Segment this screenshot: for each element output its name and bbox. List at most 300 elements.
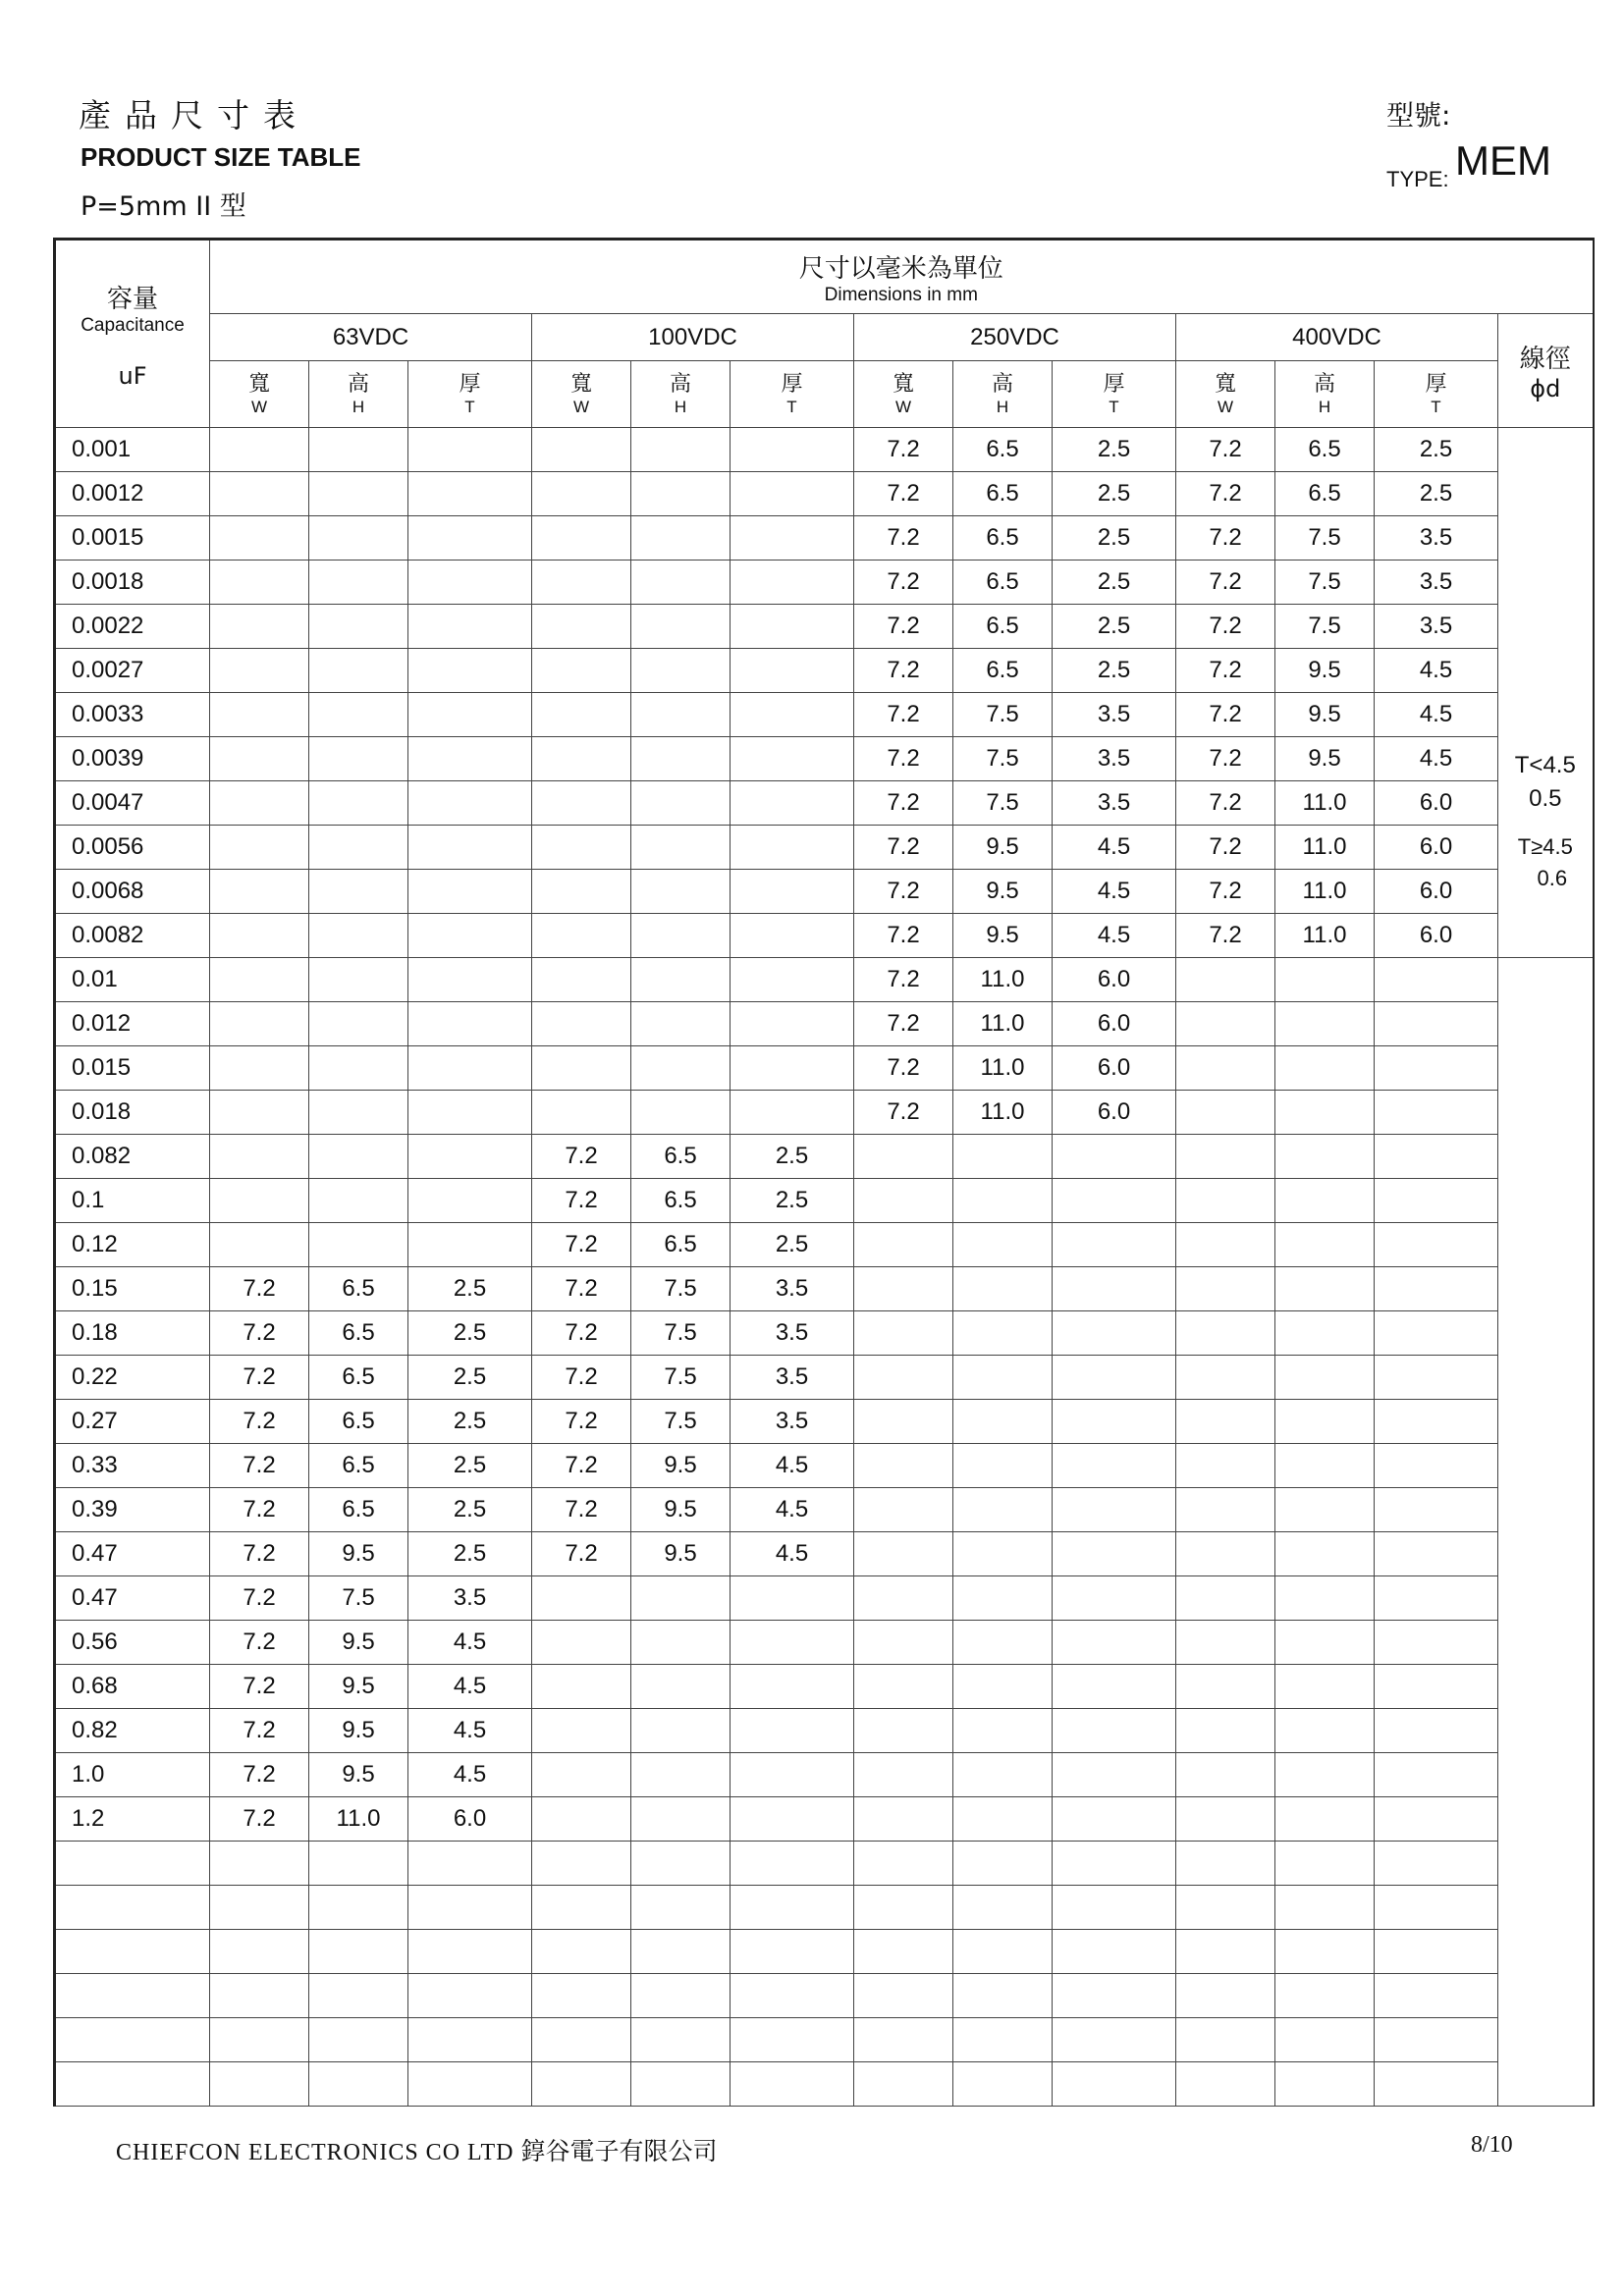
dimension-cell bbox=[731, 1930, 854, 1974]
dimension-cell bbox=[1053, 1797, 1176, 1842]
capacitance-cell: 0.0047 bbox=[55, 781, 210, 826]
dimension-cell bbox=[210, 1842, 309, 1886]
unit-header: uF bbox=[118, 361, 147, 390]
dimension-cell bbox=[532, 1046, 631, 1091]
dimension-cell bbox=[1375, 1532, 1498, 1576]
dimension-cell: 7.2 bbox=[210, 1356, 309, 1400]
dimension-cell: 7.2 bbox=[854, 649, 953, 693]
dimension-cell: 11.0 bbox=[1275, 914, 1375, 958]
dimension-cell: 4.5 bbox=[731, 1532, 854, 1576]
dimension-subheader bbox=[532, 361, 631, 428]
table-row bbox=[55, 1400, 1594, 1444]
dimension-cell: 7.2 bbox=[854, 428, 953, 472]
dimension-cell bbox=[1176, 1223, 1275, 1267]
dimension-cell bbox=[1275, 1400, 1375, 1444]
table-row bbox=[55, 2062, 1594, 2107]
dimension-cell bbox=[408, 1002, 532, 1046]
dimension-cell bbox=[1275, 958, 1375, 1002]
dimension-cell bbox=[1176, 1046, 1275, 1091]
dimension-subheader-cn: 寬 bbox=[1214, 371, 1236, 397]
dimension-cell: 6.5 bbox=[309, 1400, 408, 1444]
dimension-cell bbox=[1176, 1400, 1275, 1444]
capacitance-cell: 0.0018 bbox=[55, 561, 210, 605]
dimension-cell bbox=[631, 1621, 731, 1665]
footer-company bbox=[116, 2132, 717, 2167]
dimension-cell bbox=[210, 428, 309, 472]
dimension-cell bbox=[1176, 1356, 1275, 1400]
table-row bbox=[55, 516, 1594, 561]
dimension-cell bbox=[631, 472, 731, 516]
dimension-cell: 3.5 bbox=[731, 1267, 854, 1311]
dimension-cell: 2.5 bbox=[1375, 472, 1498, 516]
dimension-cell: 7.2 bbox=[854, 561, 953, 605]
dimension-cell bbox=[1275, 1267, 1375, 1311]
dimension-cell bbox=[532, 428, 631, 472]
capacitance-cell bbox=[55, 1930, 210, 1974]
dimension-cell bbox=[731, 1974, 854, 2018]
dimension-cell bbox=[1053, 1576, 1176, 1621]
dimension-cell bbox=[631, 1046, 731, 1091]
footer-company-en: CHIEFCON ELECTRONICS CO LTD bbox=[116, 2140, 514, 2165]
capacitance-cell: 0.0056 bbox=[55, 826, 210, 870]
dimension-cell bbox=[731, 428, 854, 472]
dimension-subheader-en: H bbox=[352, 397, 365, 416]
dimension-cell bbox=[854, 1311, 953, 1356]
dimension-cell bbox=[210, 1091, 309, 1135]
dimension-cell bbox=[1375, 1046, 1498, 1091]
dimension-cell bbox=[1275, 1665, 1375, 1709]
dimension-cell bbox=[532, 914, 631, 958]
dimension-cell bbox=[1275, 1223, 1375, 1267]
table-row bbox=[55, 1621, 1594, 1665]
dimension-cell bbox=[1375, 1621, 1498, 1665]
dimension-cell: 6.5 bbox=[953, 516, 1053, 561]
dimension-cell bbox=[1275, 1532, 1375, 1576]
capacitance-cell: 0.12 bbox=[55, 1223, 210, 1267]
dimension-cell: 7.2 bbox=[854, 516, 953, 561]
dimension-cell: 7.5 bbox=[1275, 561, 1375, 605]
dimension-cell: 7.5 bbox=[1275, 605, 1375, 649]
dimension-cell: 7.5 bbox=[953, 781, 1053, 826]
dimension-cell: 4.5 bbox=[1375, 693, 1498, 737]
dimension-cell bbox=[1375, 1576, 1498, 1621]
table-row bbox=[55, 693, 1594, 737]
dimension-cell bbox=[631, 693, 731, 737]
dimension-cell: 4.5 bbox=[1375, 649, 1498, 693]
dimension-cell bbox=[1053, 2062, 1176, 2107]
dimension-cell bbox=[953, 1842, 1053, 1886]
capacitance-cell: 0.0012 bbox=[55, 472, 210, 516]
dimension-cell bbox=[1275, 1930, 1375, 1974]
dimension-cell: 7.2 bbox=[210, 1311, 309, 1356]
dimension-cell: 7.2 bbox=[854, 605, 953, 649]
dimension-cell bbox=[210, 2062, 309, 2107]
dimension-cell: 4.5 bbox=[408, 1753, 532, 1797]
dimension-cell: 7.2 bbox=[1176, 428, 1275, 472]
dimension-cell bbox=[631, 2018, 731, 2062]
dimension-subheader-en: H bbox=[1318, 397, 1331, 416]
wire-diameter-note-line: 0.6 bbox=[1537, 866, 1568, 890]
capacitance-cell: 0.39 bbox=[55, 1488, 210, 1532]
dimension-cell: 7.2 bbox=[210, 1532, 309, 1576]
dimension-cell bbox=[532, 1002, 631, 1046]
dimension-cell bbox=[854, 2062, 953, 2107]
dimension-cell bbox=[532, 1665, 631, 1709]
dimension-cell bbox=[731, 1886, 854, 1930]
dimension-cell bbox=[210, 781, 309, 826]
dimension-cell: 7.2 bbox=[532, 1311, 631, 1356]
dimension-cell: 7.5 bbox=[631, 1267, 731, 1311]
dimension-cell: 7.2 bbox=[532, 1532, 631, 1576]
dimension-cell bbox=[631, 649, 731, 693]
dimension-cell bbox=[631, 1002, 731, 1046]
dimension-cell bbox=[532, 561, 631, 605]
dimension-cell bbox=[731, 781, 854, 826]
dimension-cell: 7.2 bbox=[532, 1223, 631, 1267]
dimension-cell: 2.5 bbox=[408, 1444, 532, 1488]
dimension-cell bbox=[1375, 1400, 1498, 1444]
dimension-cell: 9.5 bbox=[631, 1488, 731, 1532]
dimension-cell bbox=[731, 1753, 854, 1797]
voltage-header-100: 100VDC bbox=[532, 314, 854, 361]
dimension-cell: 7.5 bbox=[953, 737, 1053, 781]
capacitance-cell: 0.15 bbox=[55, 1267, 210, 1311]
dimension-subheader-cn: 寬 bbox=[892, 371, 914, 397]
dimension-cell bbox=[953, 1753, 1053, 1797]
dimension-cell: 9.5 bbox=[631, 1532, 731, 1576]
capacitance-cell: 0.18 bbox=[55, 1311, 210, 1356]
capacitance-cell: 0.018 bbox=[55, 1091, 210, 1135]
dimension-subheader-en: T bbox=[786, 397, 797, 416]
dimension-cell: 2.5 bbox=[408, 1267, 532, 1311]
dimension-cell: 6.0 bbox=[1375, 870, 1498, 914]
capacitance-cell: 0.33 bbox=[55, 1444, 210, 1488]
dimension-subheader-cn: 高 bbox=[347, 371, 369, 397]
dimension-cell: 4.5 bbox=[408, 1665, 532, 1709]
dimension-cell bbox=[1176, 1002, 1275, 1046]
dimension-cell bbox=[1375, 2018, 1498, 2062]
dimension-cell: 2.5 bbox=[1053, 561, 1176, 605]
dimension-cell bbox=[309, 605, 408, 649]
dimension-cell bbox=[1176, 1886, 1275, 1930]
model-label: 型號: bbox=[1386, 99, 1451, 132]
dimension-cell bbox=[1176, 1135, 1275, 1179]
dimension-cell bbox=[408, 1223, 532, 1267]
dimension-cell bbox=[309, 1930, 408, 1974]
dimension-cell: 4.5 bbox=[1053, 870, 1176, 914]
dimension-cell bbox=[210, 1974, 309, 2018]
dimension-cell bbox=[953, 1223, 1053, 1267]
dimension-cell: 2.5 bbox=[408, 1532, 532, 1576]
dimension-subheader bbox=[631, 361, 731, 428]
dimension-cell bbox=[1176, 1709, 1275, 1753]
capacitance-cell: 0.1 bbox=[55, 1179, 210, 1223]
table-row bbox=[55, 2018, 1594, 2062]
dimension-cell bbox=[731, 914, 854, 958]
dimension-cell bbox=[1275, 1842, 1375, 1886]
dimension-cell bbox=[210, 561, 309, 605]
dimension-subheader bbox=[953, 361, 1053, 428]
dimension-cell bbox=[1375, 1886, 1498, 1930]
dimension-subheader-en: T bbox=[464, 397, 475, 416]
dimension-cell: 7.2 bbox=[210, 1665, 309, 1709]
dimension-cell bbox=[309, 1886, 408, 1930]
dimension-cell: 7.2 bbox=[532, 1356, 631, 1400]
dimension-cell bbox=[408, 958, 532, 1002]
table-row bbox=[55, 1267, 1594, 1311]
dimension-subheader bbox=[309, 361, 408, 428]
dimension-cell: 9.5 bbox=[1275, 693, 1375, 737]
dimension-cell: 9.5 bbox=[953, 826, 1053, 870]
dimension-subheader-en: W bbox=[572, 397, 590, 416]
dimension-cell: 6.5 bbox=[309, 1311, 408, 1356]
dimension-cell bbox=[1176, 1930, 1275, 1974]
dimension-cell bbox=[1275, 1621, 1375, 1665]
page-title-cn: 產品尺寸表 bbox=[79, 96, 309, 134]
pitch-subtitle: P=5mm II 型 bbox=[81, 191, 246, 222]
dimension-cell: 3.5 bbox=[731, 1311, 854, 1356]
dimension-cell bbox=[1053, 1532, 1176, 1576]
dimension-cell bbox=[1275, 1091, 1375, 1135]
dimension-cell: 7.5 bbox=[631, 1400, 731, 1444]
dimension-cell bbox=[1176, 1488, 1275, 1532]
dimension-cell bbox=[1053, 2018, 1176, 2062]
dimension-cell: 4.5 bbox=[1053, 914, 1176, 958]
dimension-cell bbox=[1176, 1842, 1275, 1886]
dimension-cell: 7.2 bbox=[1176, 914, 1275, 958]
dimension-cell bbox=[731, 737, 854, 781]
dimension-cell bbox=[731, 516, 854, 561]
dimension-cell bbox=[532, 781, 631, 826]
dimension-cell bbox=[1053, 1444, 1176, 1488]
table-row bbox=[55, 737, 1594, 781]
dimension-cell bbox=[408, 428, 532, 472]
dimension-cell bbox=[631, 561, 731, 605]
table-row bbox=[55, 1356, 1594, 1400]
dimension-subheader bbox=[1375, 361, 1498, 428]
dimension-cell bbox=[532, 1930, 631, 1974]
dimension-cell: 11.0 bbox=[953, 1046, 1053, 1091]
dimension-cell bbox=[953, 1400, 1053, 1444]
dimension-cell: 6.0 bbox=[1053, 1002, 1176, 1046]
dimension-cell bbox=[953, 1311, 1053, 1356]
dimension-cell bbox=[854, 1930, 953, 1974]
dimension-cell bbox=[1375, 1356, 1498, 1400]
dimension-cell bbox=[1375, 1179, 1498, 1223]
dimension-cell bbox=[1275, 1179, 1375, 1223]
capacitance-cell bbox=[55, 1842, 210, 1886]
dimension-cell bbox=[731, 1002, 854, 1046]
dimension-cell bbox=[953, 1886, 1053, 1930]
dimension-cell bbox=[631, 1576, 731, 1621]
capacitance-cell: 0.012 bbox=[55, 1002, 210, 1046]
dimension-cell bbox=[408, 737, 532, 781]
dimension-cell bbox=[408, 1886, 532, 1930]
dimension-cell: 6.5 bbox=[309, 1444, 408, 1488]
dimension-cell bbox=[408, 781, 532, 826]
capacitance-cell: 0.01 bbox=[55, 958, 210, 1002]
dimension-cell bbox=[953, 1135, 1053, 1179]
dimension-cell: 6.0 bbox=[1375, 826, 1498, 870]
dimension-cell: 9.5 bbox=[1275, 737, 1375, 781]
dimension-cell: 7.2 bbox=[1176, 472, 1275, 516]
dimension-cell bbox=[408, 516, 532, 561]
dimension-cell bbox=[631, 958, 731, 1002]
dimension-subheader-en: W bbox=[1217, 397, 1234, 416]
dimension-cell bbox=[1053, 1886, 1176, 1930]
dimension-subheader-en: T bbox=[1431, 397, 1441, 416]
dimension-cell bbox=[532, 958, 631, 1002]
dimension-cell: 7.2 bbox=[532, 1267, 631, 1311]
dimension-cell: 2.5 bbox=[408, 1356, 532, 1400]
dimension-cell bbox=[1375, 1311, 1498, 1356]
dimension-cell: 6.5 bbox=[631, 1179, 731, 1223]
dimension-cell bbox=[631, 428, 731, 472]
dimension-cell bbox=[532, 1886, 631, 1930]
capacitance-cell: 1.0 bbox=[55, 1753, 210, 1797]
dimension-cell bbox=[854, 1356, 953, 1400]
dimension-cell bbox=[1176, 1974, 1275, 2018]
dimension-cell bbox=[1275, 1311, 1375, 1356]
table-row bbox=[55, 1488, 1594, 1532]
dimension-cell: 2.5 bbox=[408, 1488, 532, 1532]
dimension-cell bbox=[1176, 1532, 1275, 1576]
dimension-cell: 9.5 bbox=[1275, 649, 1375, 693]
dimension-cell bbox=[532, 472, 631, 516]
table-row bbox=[55, 1532, 1594, 1576]
dimension-cell: 7.5 bbox=[631, 1356, 731, 1400]
table-row bbox=[55, 1842, 1594, 1886]
capacitance-cell: 0.47 bbox=[55, 1532, 210, 1576]
dimension-cell bbox=[1176, 1267, 1275, 1311]
wire-diameter-header-cn: 線徑 bbox=[1519, 345, 1571, 374]
table-row bbox=[55, 1974, 1594, 2018]
dimension-cell: 7.2 bbox=[1176, 737, 1275, 781]
dimension-cell bbox=[953, 2018, 1053, 2062]
dimension-cell bbox=[1176, 1444, 1275, 1488]
dimension-cell bbox=[1375, 2062, 1498, 2107]
dimension-cell: 2.5 bbox=[408, 1311, 532, 1356]
dimension-cell bbox=[1176, 1797, 1275, 1842]
table-row bbox=[55, 1576, 1594, 1621]
table-row bbox=[55, 1135, 1594, 1179]
dimension-cell bbox=[1275, 1046, 1375, 1091]
dimension-cell bbox=[953, 1974, 1053, 2018]
dimension-cell bbox=[532, 1842, 631, 1886]
dimension-cell bbox=[731, 826, 854, 870]
dimension-cell bbox=[631, 516, 731, 561]
capacitance-cell: 0.82 bbox=[55, 1709, 210, 1753]
dimension-cell bbox=[1176, 1621, 1275, 1665]
dimension-cell bbox=[1053, 1621, 1176, 1665]
dimension-cell bbox=[408, 1091, 532, 1135]
dimension-cell: 7.2 bbox=[1176, 649, 1275, 693]
dimension-subheader-cn: 厚 bbox=[459, 371, 481, 397]
dimension-subheader-cn: 高 bbox=[1313, 371, 1335, 397]
dimension-cell bbox=[210, 737, 309, 781]
dimension-cell bbox=[309, 516, 408, 561]
dimension-cell: 7.2 bbox=[532, 1488, 631, 1532]
dimension-cell bbox=[532, 870, 631, 914]
dimension-cell: 7.2 bbox=[854, 1046, 953, 1091]
dimension-cell bbox=[731, 1046, 854, 1091]
dimension-cell bbox=[1275, 1753, 1375, 1797]
dimension-cell bbox=[1375, 1091, 1498, 1135]
dimension-cell: 4.5 bbox=[1375, 737, 1498, 781]
dimension-cell bbox=[631, 1930, 731, 1974]
dimension-cell bbox=[408, 561, 532, 605]
dimension-cell: 9.5 bbox=[309, 1621, 408, 1665]
dimension-cell bbox=[408, 693, 532, 737]
dimension-cell bbox=[1053, 1223, 1176, 1267]
dimension-cell bbox=[854, 1753, 953, 1797]
dimension-cell bbox=[210, 826, 309, 870]
dimension-cell bbox=[532, 649, 631, 693]
dimension-cell: 11.0 bbox=[1275, 826, 1375, 870]
dimension-cell: 6.5 bbox=[631, 1223, 731, 1267]
voltage-header-400: 400VDC bbox=[1176, 314, 1498, 361]
dimension-cell: 7.2 bbox=[854, 914, 953, 958]
dimension-cell: 7.2 bbox=[1176, 605, 1275, 649]
dimension-cell: 7.2 bbox=[210, 1267, 309, 1311]
dimension-cell bbox=[408, 472, 532, 516]
dimension-cell bbox=[731, 1842, 854, 1886]
dimension-cell bbox=[309, 649, 408, 693]
dimension-cell: 11.0 bbox=[1275, 781, 1375, 826]
dimension-cell: 7.2 bbox=[1176, 693, 1275, 737]
table-row bbox=[55, 1091, 1594, 1135]
dimension-cell bbox=[953, 1576, 1053, 1621]
wire-diameter-note bbox=[1498, 428, 1594, 958]
dimension-subheader-en: H bbox=[674, 397, 687, 416]
dimension-cell bbox=[854, 1532, 953, 1576]
dimension-cell bbox=[309, 1842, 408, 1886]
dimension-cell: 7.2 bbox=[210, 1753, 309, 1797]
dimension-cell bbox=[731, 1091, 854, 1135]
capacitance-cell: 0.0068 bbox=[55, 870, 210, 914]
dimension-cell: 7.2 bbox=[1176, 561, 1275, 605]
wire-diameter-note-line: T≥4.5 bbox=[1517, 834, 1573, 859]
dimension-cell: 7.2 bbox=[532, 1444, 631, 1488]
dimension-cell bbox=[854, 1621, 953, 1665]
dimension-subheader-en: H bbox=[996, 397, 1009, 416]
dimension-cell bbox=[1275, 1709, 1375, 1753]
dimension-cell bbox=[953, 1356, 1053, 1400]
dimension-cell: 7.2 bbox=[854, 1091, 953, 1135]
dimension-cell: 7.5 bbox=[631, 1311, 731, 1356]
dimension-cell bbox=[532, 1576, 631, 1621]
page-number: 8/10 bbox=[1471, 2132, 1513, 2158]
capacitance-cell: 0.0033 bbox=[55, 693, 210, 737]
dimension-cell bbox=[1176, 958, 1275, 1002]
dimension-cell: 7.5 bbox=[1275, 516, 1375, 561]
dimension-cell: 7.2 bbox=[532, 1179, 631, 1223]
dimension-cell bbox=[1375, 958, 1498, 1002]
dimension-subheader bbox=[408, 361, 532, 428]
page-title-en: PRODUCT SIZE TABLE bbox=[81, 142, 361, 172]
dimension-cell bbox=[731, 649, 854, 693]
dimension-cell: 6.5 bbox=[1275, 472, 1375, 516]
dimensions-header-cn: 尺寸以毫米為單位 bbox=[798, 253, 1003, 284]
dimension-cell: 7.2 bbox=[1176, 781, 1275, 826]
dimension-cell: 9.5 bbox=[309, 1665, 408, 1709]
dimension-cell bbox=[631, 605, 731, 649]
dimension-cell: 3.5 bbox=[1375, 605, 1498, 649]
dimension-cell bbox=[953, 1621, 1053, 1665]
dimension-cell bbox=[854, 1179, 953, 1223]
dimension-cell bbox=[1053, 1400, 1176, 1444]
dimension-cell: 6.5 bbox=[953, 605, 1053, 649]
